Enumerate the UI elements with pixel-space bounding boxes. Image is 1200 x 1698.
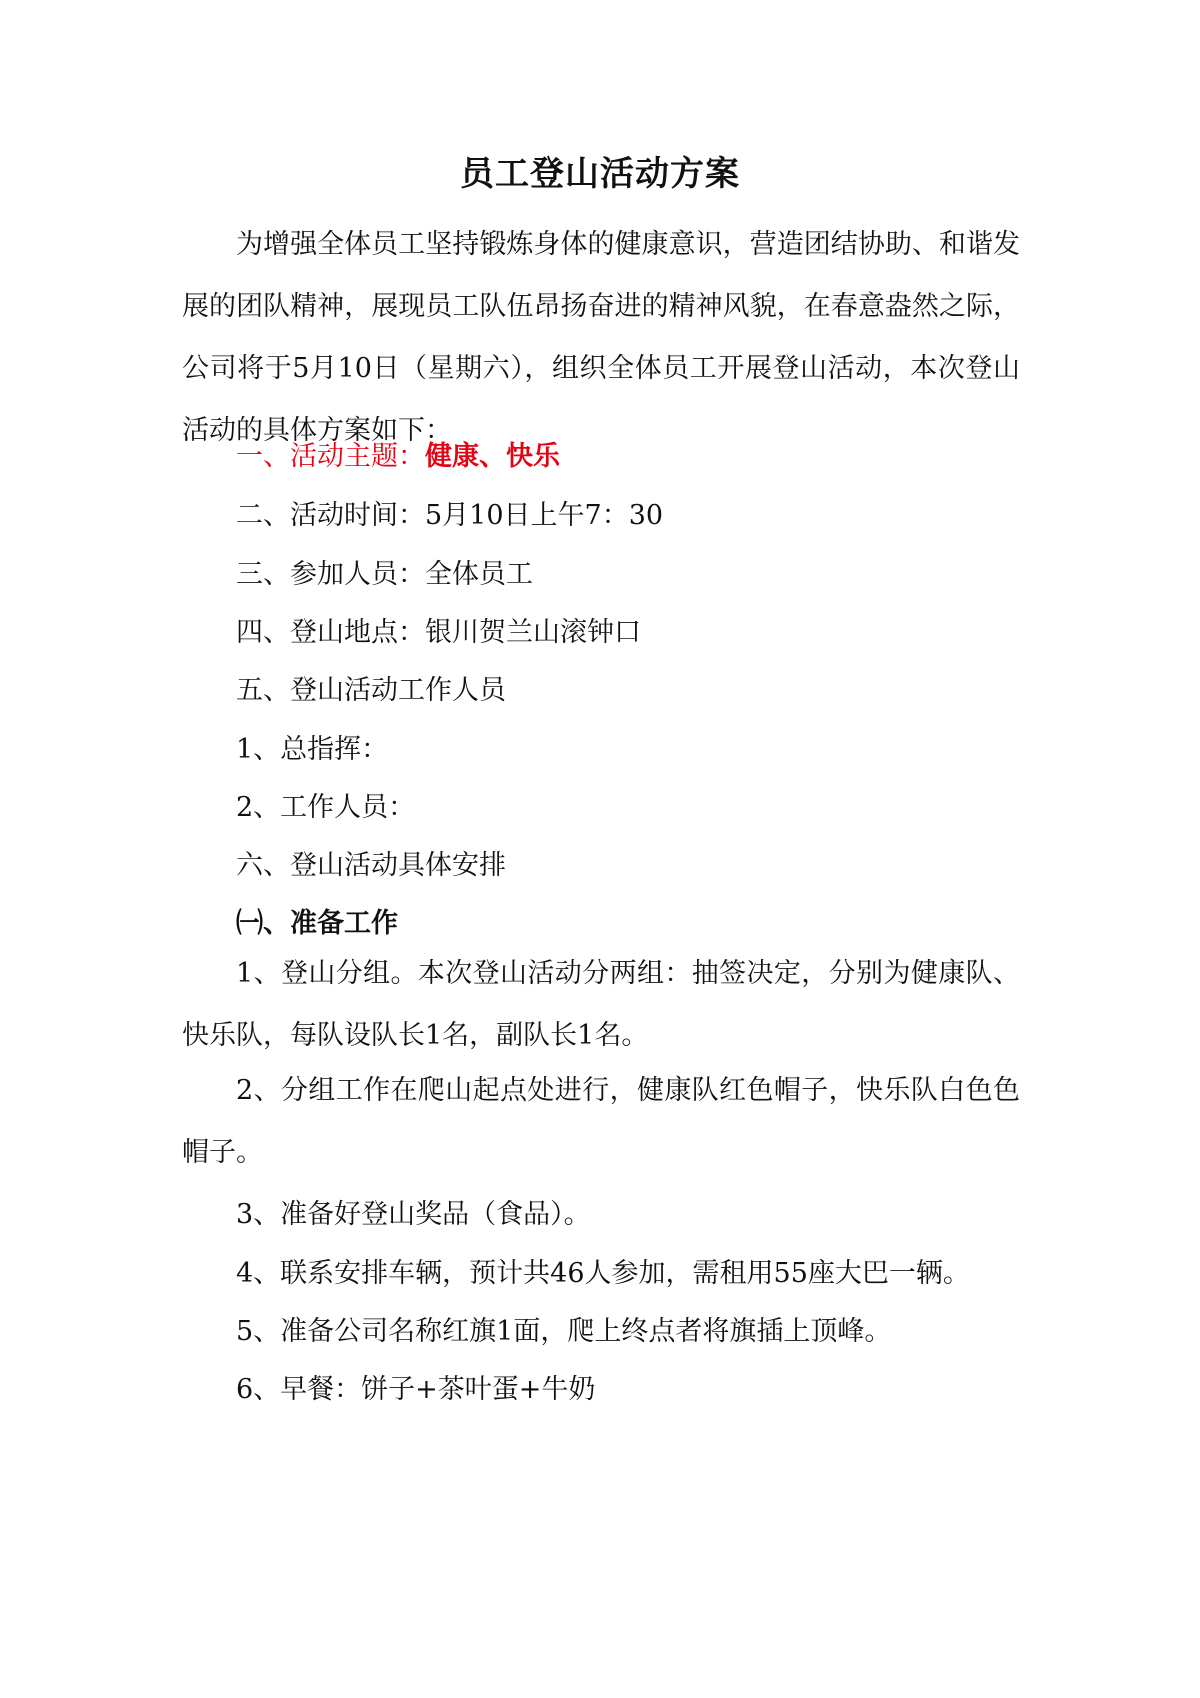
theme-label: 一、活动主题： xyxy=(236,441,425,472)
prep-item-2: 2、分组工作在爬山起点处进行，健康队红色帽子，快乐队白色色帽子。 xyxy=(182,1075,1020,1168)
theme-value: 健康、快乐 xyxy=(425,441,560,472)
prep-item-1: 1、登山分组。本次登山活动分两组：抽签决定，分别为健康队、快乐队，每队设队长1名，副队长1名。 xyxy=(182,958,1020,1051)
document-title: 员工登山活动方案 xyxy=(460,154,740,194)
theme-line xyxy=(182,437,1032,477)
prep-item-5: 5、准备公司名称红旗1面，爬上终点者将旗插上顶峰。 xyxy=(236,1316,892,1347)
participants-line: 三、参加人员：全体员工 xyxy=(236,559,533,590)
prep-heading: ㈠、准备工作 xyxy=(236,908,398,939)
time-line: 二、活动时间：5月10日上午7：30 xyxy=(236,500,664,531)
prep-item-6: 6、早餐：饼子+茶叶蛋+牛奶 xyxy=(236,1374,596,1405)
staff-item-workers: 2、工作人员： xyxy=(236,792,416,823)
prep-item-4: 4、联系安排车辆，预计共46人参加，需租用55座大巴一辆。 xyxy=(236,1258,970,1289)
prep-item-3: 3、准备好登山奖品（食品）。 xyxy=(236,1199,591,1230)
staff-item-commander: 1、总指挥： xyxy=(236,734,389,765)
schedule-heading: 六、登山活动具体安排 xyxy=(236,850,506,881)
staff-heading: 五、登山活动工作人员 xyxy=(236,675,506,706)
intro-paragraph: 为增强全体员工坚持锻炼身体的健康意识，营造团结协助、和谐发展的团队精神，展现员工队伍昂扬奋进的精神风貌，在春意盎然之际，公司将于5月10日（星期六），组织全体员工开展登山活动，本次登山活动的具体方案如下： xyxy=(182,229,1020,446)
location-line: 四、登山地点：银川贺兰山滚钟口 xyxy=(236,617,641,648)
